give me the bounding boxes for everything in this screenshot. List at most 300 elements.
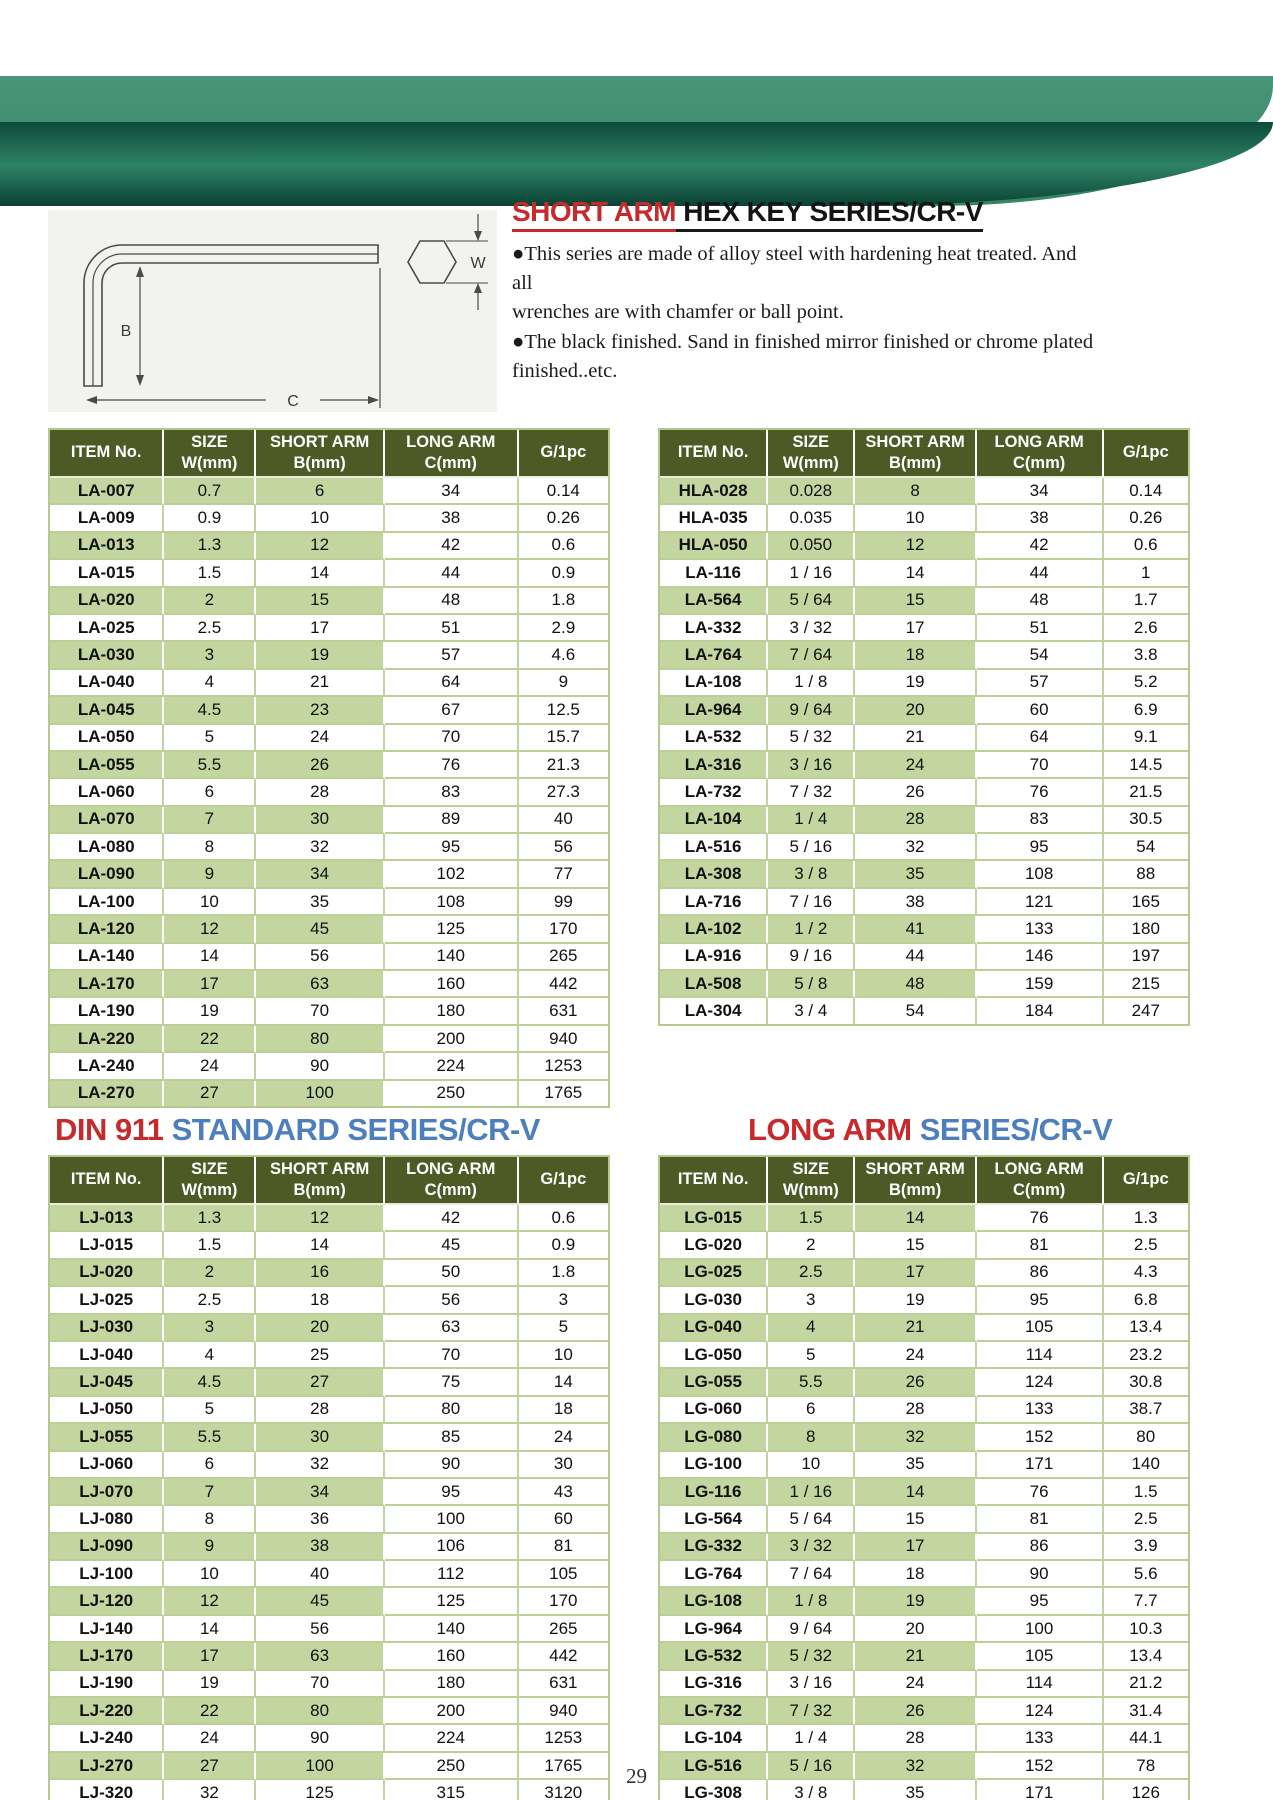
table-row	[660, 1534, 1188, 1561]
value-cell: 133	[977, 916, 1104, 943]
table-row	[660, 533, 1188, 560]
value-cell: 9	[164, 1534, 256, 1561]
value-cell: 0.6	[519, 1205, 608, 1232]
table-row	[660, 560, 1188, 587]
value-cell: 152	[977, 1424, 1104, 1451]
item-no-cell: LJ-015	[50, 1232, 164, 1259]
value-cell: 2.9	[519, 615, 608, 642]
long-arm-table	[658, 1155, 1190, 1800]
value-cell: 26	[855, 779, 976, 806]
value-cell: 76	[385, 752, 519, 779]
column-header: ITEM No.	[50, 1157, 164, 1205]
value-cell: 95	[977, 1287, 1104, 1314]
value-cell: 32	[256, 834, 384, 861]
value-cell: 28	[855, 1397, 976, 1424]
item-no-cell: LG-080	[660, 1424, 768, 1451]
item-no-cell: LJ-170	[50, 1643, 164, 1670]
value-cell: 1 / 4	[768, 1725, 855, 1752]
column-header: SHORT ARM B(mm)	[256, 1157, 384, 1205]
item-no-cell: LG-040	[660, 1315, 768, 1342]
table-row	[660, 889, 1188, 916]
value-cell: 48	[977, 588, 1104, 615]
value-cell: 28	[855, 1725, 976, 1752]
value-cell: 32	[855, 1424, 976, 1451]
value-cell: 1765	[519, 1081, 608, 1106]
value-cell: 64	[385, 670, 519, 697]
value-cell: 1 / 16	[768, 1479, 855, 1506]
value-cell: 265	[519, 1616, 608, 1643]
value-cell: 56	[256, 944, 384, 971]
value-cell: 60	[977, 697, 1104, 724]
value-cell: 2.5	[164, 1287, 256, 1314]
value-cell: 7.7	[1104, 1588, 1189, 1615]
value-cell: 3	[768, 1287, 855, 1314]
value-cell: 0.9	[519, 560, 608, 587]
item-no-cell: LA-732	[660, 779, 768, 806]
item-no-cell: LG-020	[660, 1232, 768, 1259]
value-cell: 5 / 64	[768, 588, 855, 615]
value-cell: 77	[519, 861, 608, 888]
item-no-cell: LJ-055	[50, 1424, 164, 1451]
table-row	[50, 1698, 608, 1725]
value-cell: 5	[519, 1315, 608, 1342]
item-no-cell: LA-508	[660, 971, 768, 998]
table-row	[660, 1369, 1188, 1396]
item-no-cell: LA-102	[660, 916, 768, 943]
b-arrow-up	[136, 266, 144, 277]
key-inner-contour	[93, 254, 378, 386]
value-cell: 0.14	[1104, 478, 1189, 505]
value-cell: 3 / 8	[768, 861, 855, 888]
value-cell: 124	[977, 1369, 1104, 1396]
value-cell: 27	[164, 1081, 256, 1106]
table-row	[660, 1643, 1188, 1670]
table-row	[660, 1671, 1188, 1698]
w-label: W	[470, 255, 486, 272]
item-no-cell: LJ-140	[50, 1616, 164, 1643]
value-cell: 70	[385, 725, 519, 752]
value-cell: 25	[256, 1342, 384, 1369]
value-cell: 0.050	[768, 533, 855, 560]
table-row	[50, 779, 608, 806]
value-cell: 34	[256, 1479, 384, 1506]
table-row	[660, 478, 1188, 505]
value-cell: 0.6	[1104, 533, 1189, 560]
value-cell: 90	[977, 1561, 1104, 1588]
value-cell: 31.4	[1104, 1698, 1189, 1725]
value-cell: 48	[855, 971, 976, 998]
value-cell: 6	[256, 478, 384, 505]
value-cell: 80	[1104, 1424, 1189, 1451]
value-cell: 5.5	[768, 1369, 855, 1396]
value-cell: 5	[164, 1397, 256, 1424]
table-row	[50, 1561, 608, 1588]
value-cell: 10	[768, 1452, 855, 1479]
item-no-cell: LG-050	[660, 1342, 768, 1369]
column-header: LONG ARM C(mm)	[977, 1157, 1104, 1205]
table-row	[50, 1534, 608, 1561]
value-cell: 100	[977, 1616, 1104, 1643]
table-row	[50, 478, 608, 505]
column-header: SIZE W(mm)	[768, 430, 855, 478]
value-cell: 224	[385, 1053, 519, 1080]
table-row	[50, 1205, 608, 1232]
value-cell: 30	[256, 807, 384, 834]
value-cell: 34	[385, 478, 519, 505]
value-cell: 24	[855, 752, 976, 779]
value-cell: 20	[855, 697, 976, 724]
value-cell: 7 / 64	[768, 1561, 855, 1588]
item-no-cell: LA-108	[660, 670, 768, 697]
table-row	[50, 1506, 608, 1533]
value-cell: 9	[519, 670, 608, 697]
item-no-cell: LG-030	[660, 1287, 768, 1314]
value-cell: 75	[385, 1369, 519, 1396]
value-cell: 70	[385, 1342, 519, 1369]
value-cell: 1.5	[164, 1232, 256, 1259]
item-no-cell: LJ-040	[50, 1342, 164, 1369]
value-cell: 18	[519, 1397, 608, 1424]
value-cell: 99	[519, 889, 608, 916]
value-cell: 3.9	[1104, 1534, 1189, 1561]
value-cell: 1253	[519, 1053, 608, 1080]
value-cell: 15	[855, 1506, 976, 1533]
item-no-cell: LA-007	[50, 478, 164, 505]
table-row	[50, 1616, 608, 1643]
value-cell: 34	[256, 861, 384, 888]
value-cell: 6.9	[1104, 697, 1189, 724]
value-cell: 70	[256, 1671, 384, 1698]
value-cell: 105	[977, 1315, 1104, 1342]
value-cell: 76	[977, 779, 1104, 806]
table-row	[50, 944, 608, 971]
value-cell: 4.6	[519, 642, 608, 669]
item-no-cell: LA-013	[50, 533, 164, 560]
item-no-cell: LJ-270	[50, 1753, 164, 1780]
value-cell: 86	[977, 1260, 1104, 1287]
column-header: LONG ARM C(mm)	[385, 1157, 519, 1205]
column-header: ITEM No.	[50, 430, 164, 478]
value-cell: 17	[855, 1260, 976, 1287]
item-no-cell: LJ-050	[50, 1397, 164, 1424]
value-cell: 24	[164, 1053, 256, 1080]
table-row	[660, 588, 1188, 615]
column-header: SHORT ARM B(mm)	[855, 430, 976, 478]
value-cell: 23	[256, 697, 384, 724]
table-row	[660, 615, 1188, 642]
value-cell: 442	[519, 1643, 608, 1670]
item-no-cell: LA-564	[660, 588, 768, 615]
value-cell: 35	[855, 1452, 976, 1479]
value-cell: 8	[768, 1424, 855, 1451]
value-cell: 5	[768, 1342, 855, 1369]
value-cell: 180	[385, 998, 519, 1025]
value-cell: 63	[256, 971, 384, 998]
item-no-cell: LA-100	[50, 889, 164, 916]
series-description-1: ●This series are made of alloy steel with hardening heat treated. And all wrenches are with chamfer or ball point.	[512, 243, 1077, 323]
value-cell: 15	[855, 588, 976, 615]
series-title	[512, 196, 1097, 228]
column-header: ITEM No.	[660, 430, 768, 478]
item-no-cell: LJ-120	[50, 1588, 164, 1615]
value-cell: 0.26	[1104, 505, 1189, 532]
value-cell: 28	[256, 779, 384, 806]
item-no-cell: LJ-045	[50, 1369, 164, 1396]
item-no-cell: LA-270	[50, 1081, 164, 1106]
key-outline	[84, 245, 378, 386]
table-row	[50, 1671, 608, 1698]
value-cell: 170	[519, 916, 608, 943]
value-cell: 133	[977, 1397, 1104, 1424]
value-cell: 265	[519, 944, 608, 971]
value-cell: 44.1	[1104, 1725, 1189, 1752]
value-cell: 56	[519, 834, 608, 861]
value-cell: 24	[855, 1342, 976, 1369]
value-cell: 3 / 16	[768, 1671, 855, 1698]
table-row	[50, 1053, 608, 1080]
table-row	[660, 642, 1188, 669]
item-no-cell: LA-308	[660, 861, 768, 888]
value-cell: 21	[855, 1643, 976, 1670]
value-cell: 30	[256, 1424, 384, 1451]
value-cell: 108	[385, 889, 519, 916]
table-row	[660, 1698, 1188, 1725]
c-arrow-left	[86, 396, 97, 404]
item-no-cell: LA-532	[660, 725, 768, 752]
value-cell: 7 / 32	[768, 1698, 855, 1725]
value-cell: 43	[519, 1479, 608, 1506]
value-cell: 105	[977, 1643, 1104, 1670]
item-no-cell: LA-716	[660, 889, 768, 916]
value-cell: 1.3	[164, 533, 256, 560]
value-cell: 125	[385, 916, 519, 943]
value-cell: 0.14	[519, 478, 608, 505]
value-cell: 152	[977, 1753, 1104, 1780]
value-cell: 42	[385, 533, 519, 560]
value-cell: 20	[855, 1616, 976, 1643]
item-no-cell: LJ-025	[50, 1287, 164, 1314]
table-row	[50, 533, 608, 560]
value-cell: 15.7	[519, 725, 608, 752]
item-no-cell: LG-516	[660, 1753, 768, 1780]
value-cell: 26	[855, 1698, 976, 1725]
value-cell: 0.028	[768, 478, 855, 505]
value-cell: 18	[855, 1561, 976, 1588]
value-cell: 27	[164, 1753, 256, 1780]
hexagon-end-view	[408, 241, 456, 283]
item-no-cell: LG-116	[660, 1479, 768, 1506]
value-cell: 57	[385, 642, 519, 669]
value-cell: 10	[164, 1561, 256, 1588]
value-cell: 54	[977, 642, 1104, 669]
value-cell: 215	[1104, 971, 1189, 998]
value-cell: 9	[164, 861, 256, 888]
value-cell: 7	[164, 1479, 256, 1506]
b-label: B	[120, 323, 132, 340]
item-no-cell: LG-055	[660, 1369, 768, 1396]
item-no-cell: LJ-020	[50, 1260, 164, 1287]
value-cell: 2.5	[1104, 1506, 1189, 1533]
item-no-cell: LG-316	[660, 1671, 768, 1698]
column-header: ITEM No.	[660, 1157, 768, 1205]
item-no-cell: LA-516	[660, 834, 768, 861]
value-cell: 3120	[519, 1780, 608, 1800]
table-row	[660, 1260, 1188, 1287]
value-cell: 44	[855, 944, 976, 971]
value-cell: 108	[977, 861, 1104, 888]
value-cell: 125	[256, 1780, 384, 1800]
column-header: SHORT ARM B(mm)	[256, 430, 384, 478]
din911-title-rest: STANDARD SERIES/CR-V	[163, 1112, 540, 1147]
value-cell: 0.9	[164, 505, 256, 532]
value-cell: 76	[977, 1479, 1104, 1506]
value-cell: 5.5	[164, 1424, 256, 1451]
value-cell: 1.8	[519, 1260, 608, 1287]
value-cell: 160	[385, 1643, 519, 1670]
table-row	[50, 588, 608, 615]
column-header: G/1pc	[519, 1157, 608, 1205]
hex-key-diagram	[48, 210, 497, 412]
value-cell: 32	[855, 834, 976, 861]
value-cell: 3 / 4	[768, 998, 855, 1023]
value-cell: 10.3	[1104, 1616, 1189, 1643]
item-no-cell: LG-332	[660, 1534, 768, 1561]
table-row	[50, 752, 608, 779]
item-no-cell: LG-108	[660, 1588, 768, 1615]
value-cell: 19	[855, 670, 976, 697]
item-no-cell: LA-916	[660, 944, 768, 971]
table-row	[50, 1479, 608, 1506]
value-cell: 17	[855, 615, 976, 642]
table-row	[50, 889, 608, 916]
value-cell: 44	[385, 560, 519, 587]
value-cell: 247	[1104, 998, 1189, 1023]
table-row	[660, 1588, 1188, 1615]
value-cell: 1.5	[1104, 1479, 1189, 1506]
table-row	[50, 834, 608, 861]
value-cell: 2.5	[768, 1260, 855, 1287]
value-cell: 200	[385, 1026, 519, 1053]
value-cell: 5 / 64	[768, 1506, 855, 1533]
table-row	[660, 697, 1188, 724]
value-cell: 34	[977, 478, 1104, 505]
value-cell: 940	[519, 1026, 608, 1053]
value-cell: 14	[855, 560, 976, 587]
table-row	[50, 1315, 608, 1342]
value-cell: 140	[385, 1616, 519, 1643]
value-cell: 1253	[519, 1725, 608, 1752]
table-row	[660, 505, 1188, 532]
table-row	[660, 1479, 1188, 1506]
value-cell: 32	[164, 1780, 256, 1800]
value-cell: 40	[256, 1561, 384, 1588]
value-cell: 18	[855, 642, 976, 669]
value-cell: 159	[977, 971, 1104, 998]
table-row	[50, 560, 608, 587]
table-row	[660, 834, 1188, 861]
item-no-cell: LJ-100	[50, 1561, 164, 1588]
value-cell: 14	[256, 560, 384, 587]
w-arrow-up	[474, 283, 482, 293]
value-cell: 54	[855, 998, 976, 1023]
item-no-cell: LA-964	[660, 697, 768, 724]
value-cell: 30.8	[1104, 1369, 1189, 1396]
value-cell: 9 / 64	[768, 697, 855, 724]
value-cell: 631	[519, 998, 608, 1025]
table-row	[660, 1287, 1188, 1314]
value-cell: 19	[164, 1671, 256, 1698]
intro-block	[512, 196, 1097, 386]
value-cell: 102	[385, 861, 519, 888]
value-cell: 9 / 16	[768, 944, 855, 971]
value-cell: 35	[855, 861, 976, 888]
item-no-cell: LA-020	[50, 588, 164, 615]
value-cell: 80	[256, 1026, 384, 1053]
value-cell: 30	[519, 1452, 608, 1479]
value-cell: 3 / 32	[768, 1534, 855, 1561]
table-row	[660, 752, 1188, 779]
table-row	[660, 1424, 1188, 1451]
value-cell: 24	[855, 1671, 976, 1698]
value-cell: 7	[164, 807, 256, 834]
value-cell: 35	[256, 889, 384, 916]
table-row	[660, 779, 1188, 806]
value-cell: 4	[768, 1315, 855, 1342]
value-cell: 4	[164, 1342, 256, 1369]
value-cell: 17	[164, 1643, 256, 1670]
value-cell: 5 / 16	[768, 1753, 855, 1780]
value-cell: 1.7	[1104, 588, 1189, 615]
value-cell: 40	[519, 807, 608, 834]
item-no-cell: LG-308	[660, 1780, 768, 1800]
table-row	[50, 1588, 608, 1615]
value-cell: 95	[977, 834, 1104, 861]
value-cell: 44	[977, 560, 1104, 587]
value-cell: 170	[519, 1588, 608, 1615]
value-cell: 27.3	[519, 779, 608, 806]
table-row	[50, 642, 608, 669]
item-no-cell: LA-764	[660, 642, 768, 669]
value-cell: 2	[164, 588, 256, 615]
value-cell: 0.6	[519, 533, 608, 560]
table-row	[50, 1452, 608, 1479]
value-cell: 315	[385, 1780, 519, 1800]
table-row	[660, 1232, 1188, 1259]
value-cell: 4.3	[1104, 1260, 1189, 1287]
value-cell: 85	[385, 1424, 519, 1451]
value-cell: 57	[977, 670, 1104, 697]
value-cell: 35	[855, 1780, 976, 1800]
value-cell: 38.7	[1104, 1397, 1189, 1424]
value-cell: 9.1	[1104, 725, 1189, 752]
hex-key-drawing	[48, 210, 497, 412]
value-cell: 21	[855, 725, 976, 752]
value-cell: 112	[385, 1561, 519, 1588]
value-cell: 38	[256, 1534, 384, 1561]
item-no-cell: LA-120	[50, 916, 164, 943]
item-no-cell: LJ-190	[50, 1671, 164, 1698]
value-cell: 6	[768, 1397, 855, 1424]
value-cell: 2.5	[164, 615, 256, 642]
value-cell: 38	[977, 505, 1104, 532]
value-cell: 5	[164, 725, 256, 752]
value-cell: 24	[256, 725, 384, 752]
value-cell: 12	[164, 916, 256, 943]
table-row	[50, 1369, 608, 1396]
item-no-cell: LA-055	[50, 752, 164, 779]
table-row	[50, 1725, 608, 1752]
value-cell: 18	[256, 1287, 384, 1314]
